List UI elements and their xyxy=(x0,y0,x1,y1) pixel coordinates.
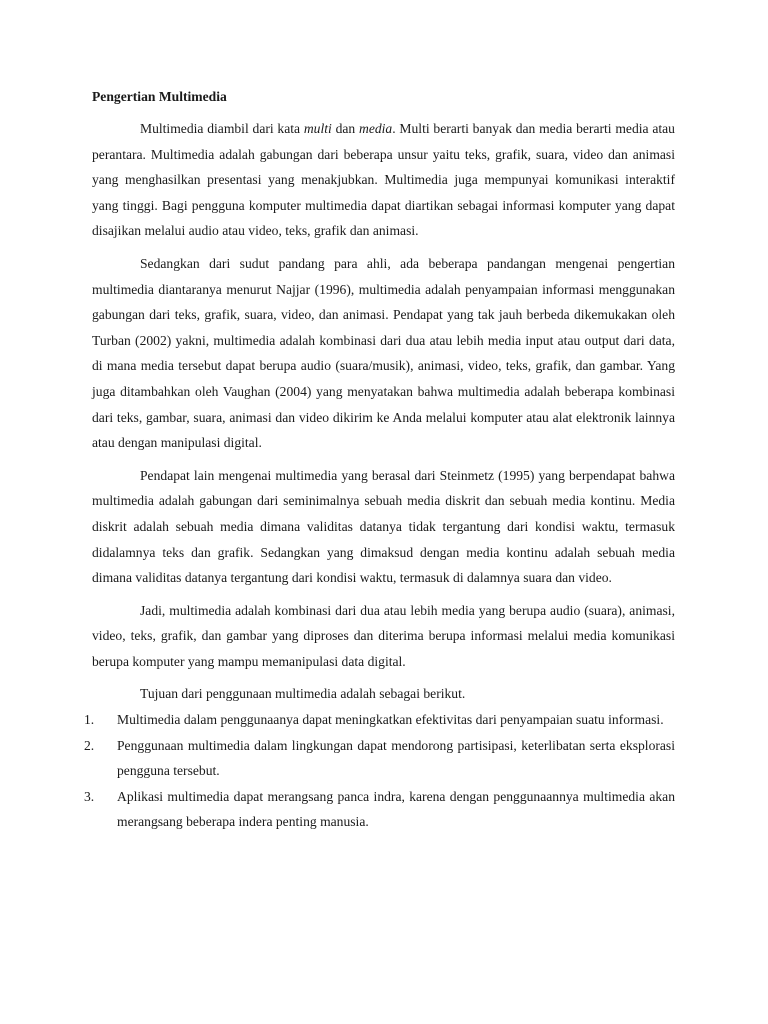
list-item xyxy=(84,733,675,784)
paragraph-expert-views: Sedangkan dari sudut pandang para ahli, ada beberapa pandangan mengenai pengertian multimedia diantaranya menurut Najjar (1996), multimedia adalah penyampaian informasi menggunakan gabungan dari teks, grafik, suara, video, dan animasi. Pendapat yang tak jauh berbeda dikemukakan oleh Turban (2002) yakni, multimedia adalah kombinasi dari dua atau lebih media input atau output dari data, di mana media tersebut dapat berupa audio (suara/musik), animasi, video, teks, grafik, dan gambar. Yang juga ditambahkan oleh Vaughan (2004) yang menyatakan bahwa multimedia adalah beberapa kombinasi dari teks, gambar, suara, animasi dan video dikirim ke Anda melalui komputer atau alat elektronik lainnya atau dengan manipulasi digital. xyxy=(92,255,675,451)
paragraph-text: . Multi berarti banyak dan media berarti media atau perantara. Multimedia adalah gabungan dari beberapa unsur yaitu teks, grafik, suara, video dan animasi yang menghasilkan presentasi yang menakjubkan. Multimedia juga mempunyai komunikasi interaktif yang tinggi. Bagi pengguna komputer multimedia dapat diartikan sebagai informasi komputer yang dapat disajikan melalui audio atau video, teks, grafik dan animasi. xyxy=(92,121,675,239)
list-item xyxy=(84,707,675,733)
italic-term-multi: multi xyxy=(303,121,332,136)
list-item-text: Multimedia dalam penggunaanya dapat meningkatkan efektivitas dari penyampaian suatu informasi. xyxy=(117,712,664,728)
paragraph-steinmetz: Pendapat lain mengenai multimedia yang berasal dari Steinmetz (1995) yang berpendapat bahwa multimedia adalah gabungan dari seminimalnya sebuah media diskrit dan sebuah media kontinu. Media diskrit adalah sebuah media dimana validitas datanya tidak tergantung dari kondisi waktu, termasuk didalamnya teks dan grafik. Sedangkan yang dimaksud dengan media kontinu adalah sebuah media dimana validitas datanya tergantung dari kondisi waktu, termasuk di dalamnya suara dan video. xyxy=(92,467,675,586)
italic-term-media: media xyxy=(359,121,393,136)
list-number: 2. xyxy=(84,737,95,753)
objectives-list xyxy=(84,707,675,835)
list-item xyxy=(84,784,675,835)
list-intro: Tujuan dari penggunaan multimedia adalah sebagai berikut. xyxy=(140,686,466,702)
list-number: 3. xyxy=(84,788,95,804)
list-item-text: Penggunaan multimedia dalam lingkungan dapat mendorong partisipasi, keterlibatan serta eksplorasi pengguna tersebut. xyxy=(117,737,675,779)
paragraph-definition xyxy=(92,116,675,244)
paragraph-text: Multimedia diambil dari kata xyxy=(140,121,304,136)
list-number: 1. xyxy=(84,712,95,728)
document-title: Pengertian Multimedia xyxy=(92,89,227,104)
paragraph-text: dan xyxy=(331,121,359,136)
list-item-text: Aplikasi multimedia dapat merangsang panca indra, karena dengan penggunaannya multimedia akan merangsang beberapa indera penting manusia. xyxy=(117,788,675,830)
paragraph-conclusion: Jadi, multimedia adalah kombinasi dari dua atau lebih media yang berupa audio (suara), animasi, video, teks, grafik, dan gambar yang diproses dan diterima berupa informasi melalui media komunikasi berupa komputer yang mampu memanipulasi data digital. xyxy=(92,602,675,669)
